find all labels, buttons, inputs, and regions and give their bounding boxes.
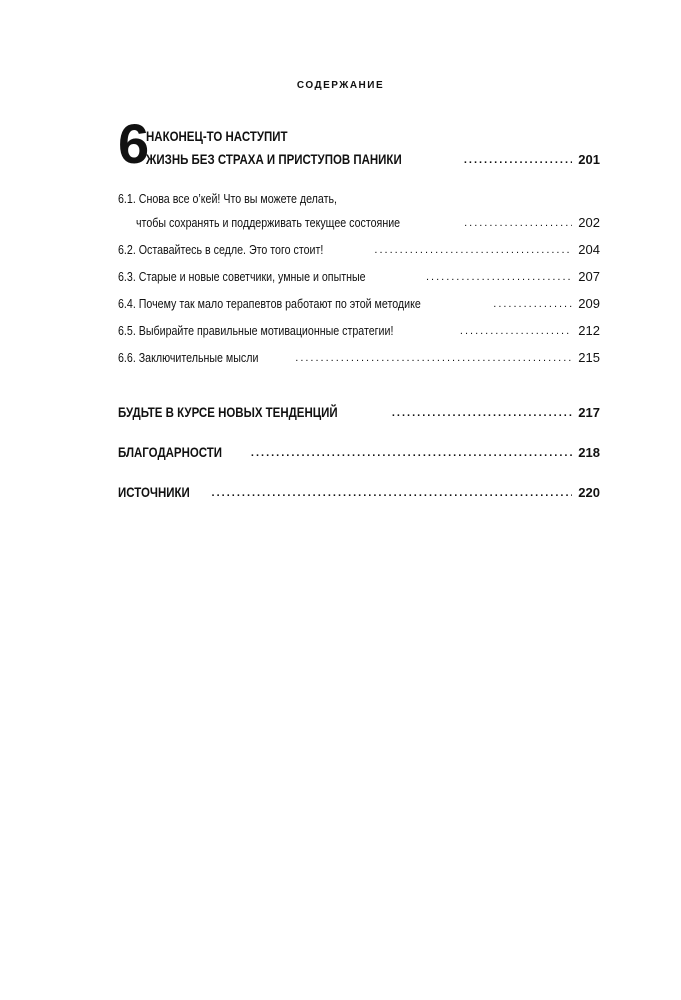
toc-entry-6-5[interactable]: [118, 322, 600, 341]
page-number: 209: [578, 296, 600, 311]
chapter-title-line2-row: [146, 150, 600, 168]
toc-entry-text: БУДЬТЕ В КУРСЕ НОВЫХ ТЕНДЕНЦИЙ: [118, 404, 338, 420]
page-number: 220: [578, 485, 600, 500]
toc-entry-6-6[interactable]: [118, 349, 600, 368]
toc-entry-6-4[interactable]: [118, 295, 600, 314]
chapter-title-line2: ЖИЗНЬ БЕЗ СТРАХА И ПРИСТУПОВ ПАНИКИ: [146, 151, 402, 167]
dot-leader: [426, 269, 572, 286]
dot-leader: [460, 323, 572, 340]
dot-leader: [493, 296, 572, 313]
chapter-title-line1: НАКОНЕЦ-ТО НАСТУПИТ: [146, 128, 288, 144]
toc-entry-text: ИСТОЧНИКИ: [118, 484, 190, 500]
toc-entry-acknowledgements[interactable]: [118, 444, 600, 463]
dot-leader: [212, 485, 573, 502]
page-number: 204: [578, 242, 600, 257]
toc-entry-text: 6.2. Оставайтесь в седле. Это того стоит!: [118, 242, 324, 257]
toc-entry-6-2[interactable]: [118, 241, 600, 260]
page-number: 215: [578, 350, 600, 365]
dot-leader: [251, 445, 572, 462]
page-header: СОДЕРЖАНИЕ: [296, 80, 385, 91]
chapter-number: 6: [118, 112, 148, 175]
page-number: 217: [578, 405, 600, 420]
toc-entry-text: 6.5. Выбирайте правильные мотивационные стратегии!: [118, 323, 394, 338]
page-number: 202: [578, 215, 600, 230]
dot-leader: [295, 350, 572, 367]
toc-entry-text: чтобы сохранять и поддерживать текущее состояние: [136, 215, 401, 230]
toc-entry-text: 6.3. Старые и новые советчики, умные и опытные: [118, 269, 366, 284]
toc-entry-text: 6.6. Заключительные мысли: [118, 350, 259, 365]
chapter-6-entry[interactable]: [118, 112, 600, 175]
dot-leader: [464, 215, 572, 232]
page-number: 207: [578, 269, 600, 284]
page-number: 212: [578, 323, 600, 338]
toc-entry-trends[interactable]: [118, 404, 600, 423]
dot-leader: [392, 405, 572, 422]
toc-entry-6-3[interactable]: [118, 268, 600, 287]
dot-leader: [374, 242, 572, 259]
page-number: 218: [578, 445, 600, 460]
section-6-1-first-line: 6.1. Снова все о’кей! Что вы можете делать,: [118, 191, 337, 206]
toc-entry-text: БЛАГОДАРНОСТИ: [118, 444, 223, 460]
toc-entry-sources[interactable]: [118, 484, 600, 503]
toc-entry-text: 6.4. Почему так мало терапевтов работают по этой методике: [118, 296, 421, 311]
dot-leader: [464, 151, 572, 169]
page-number: 201: [578, 152, 600, 167]
toc-entry-6-1[interactable]: [136, 214, 600, 233]
